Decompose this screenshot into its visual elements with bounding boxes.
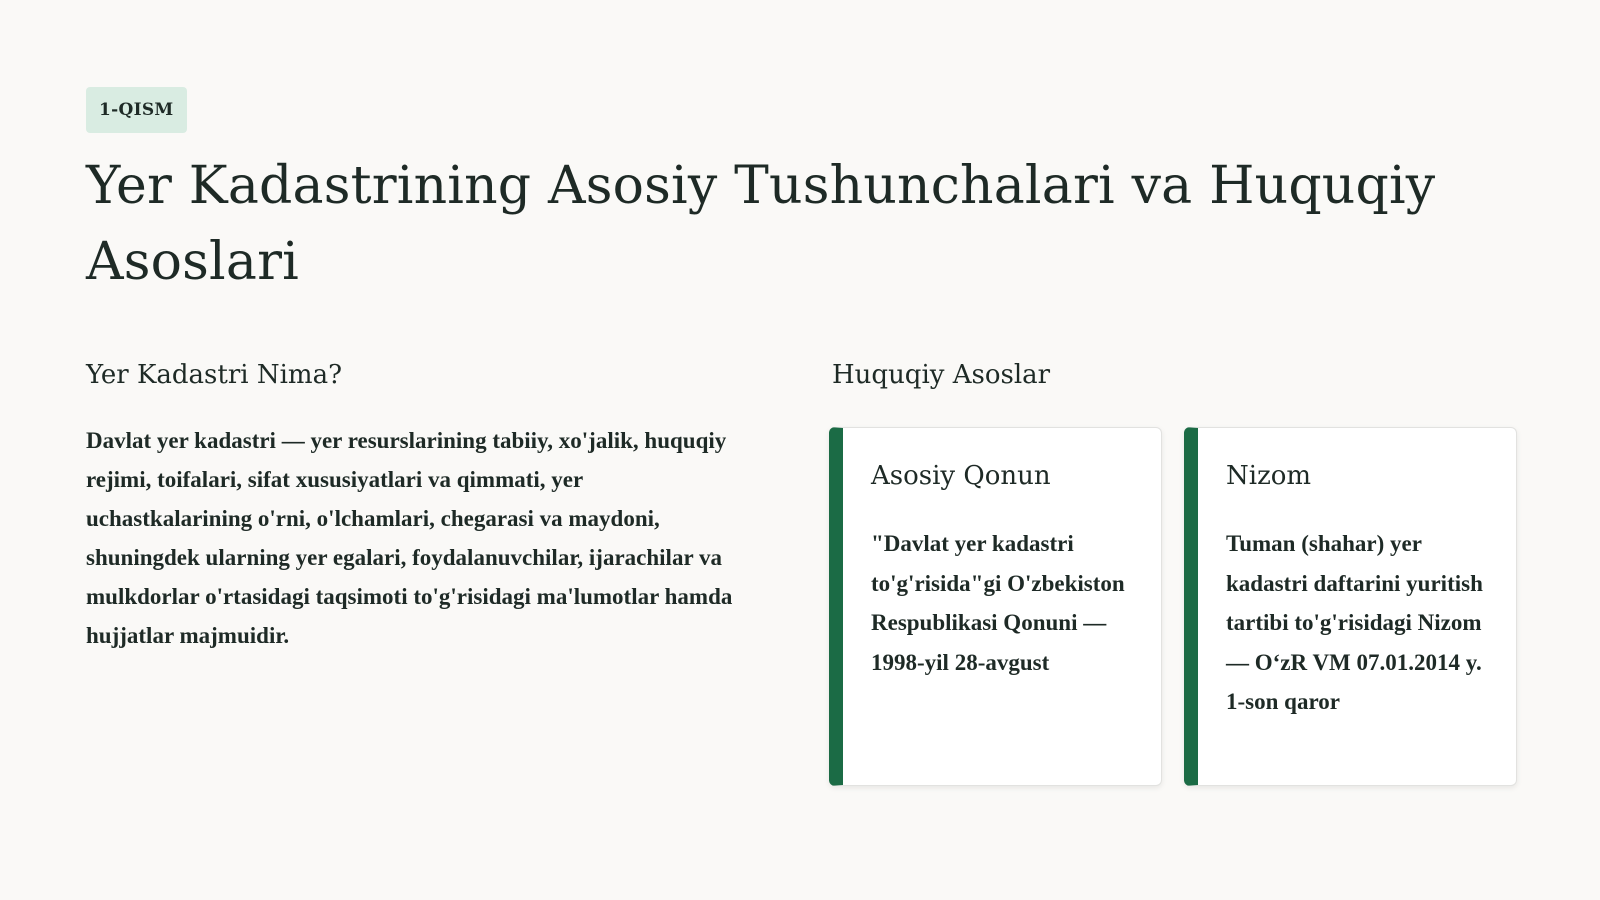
- main-law-card: [829, 427, 1162, 786]
- card-title: Asosiy Qonun: [871, 461, 1051, 491]
- card-title: Nizom: [1226, 461, 1312, 491]
- definition-heading: Yer Kadastri Nima?: [86, 360, 343, 390]
- section-badge: 1-QISM: [86, 87, 187, 133]
- page-title: Yer Kadastrining Asosiy Tushunchalari va Huquqiy Asoslari: [86, 156, 1436, 292]
- card-text: "Davlat yer kadastri to'g'risida"gi O'zbekiston Respublikasi Qonuni — 1998-yil 28-avgust: [871, 531, 1125, 675]
- regulation-card: [1184, 427, 1517, 786]
- definition-text: Davlat yer kadastri — yer resurslarining tabiiy, xo'jalik, huquqiy rejimi, toifalari, sifat xususiyatlari va qimmati, yer uchastkalarining o'rni, o'lchamlari, chegarasi va maydoni, shuningdek ularning yer egalari, foydalanuvchilar, ijarachilar va mulkdorlar o'rtasidagi taqsimoti to'g'risidagi ma'lumotlar hamda hujjatlar majmuidir.: [86, 428, 733, 648]
- legal-basis-heading: Huquqiy Asoslar: [832, 360, 1051, 390]
- card-text: Tuman (shahar) yer kadastri daftarini yuritish tartibi to'g'risidagi Nizom — O‘zR VM 07.01.2014 y. 1-son qaror: [1226, 531, 1483, 714]
